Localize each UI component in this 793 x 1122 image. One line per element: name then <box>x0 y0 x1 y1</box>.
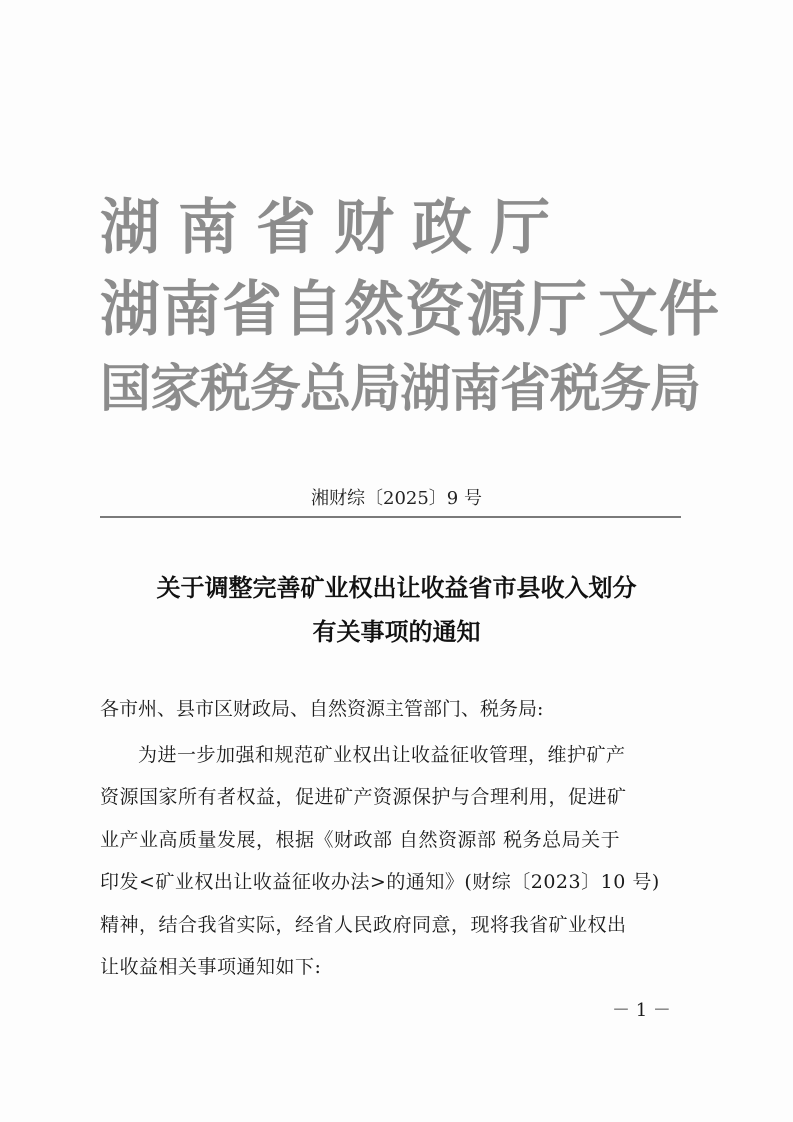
body-line: 让收益相关事项通知如下: <box>100 956 322 978</box>
body-line: 精神，结合我省实际，经省人民政府同意，现将我省矿业权出 <box>100 914 627 936</box>
document-title-line-2: 有关事项的通知 <box>312 617 481 646</box>
body-line: 资源国家所有者权益，促进矿产资源保护与合理利用，促进矿 <box>100 786 627 808</box>
body-line: 印发<矿业权出让收益征收办法>的通知》(财综〔2023〕10 号) <box>100 871 660 893</box>
letterhead-line-2 <box>100 275 720 345</box>
letterhead-line-2-suffix: 文件 <box>598 275 720 345</box>
letterhead-line-3: 国家税务总局湖南省税务局 <box>100 360 701 419</box>
letterhead-line-1: 湖南省财政厅 <box>100 193 568 263</box>
body-line: 业产业高质量发展，根据《财政部 自然资源部 税务总局关于 <box>100 829 621 851</box>
separator-rule <box>100 516 681 518</box>
letterhead-line-2-issuer: 湖南省自然资源厅 <box>100 275 588 345</box>
salutation: 各市州、县市区财政局、自然资源主管部门、税务局: <box>100 698 544 720</box>
document-number: 湘财综〔2025〕9 号 <box>311 488 482 509</box>
body-line: 为进一步加强和规范矿业权出让收益征收管理，维护矿产 <box>138 744 626 766</box>
document-title-line-1: 关于调整完善矿业权出让收益省市县收入划分 <box>156 573 637 602</box>
page-number: － 1 － <box>612 1000 671 1021</box>
